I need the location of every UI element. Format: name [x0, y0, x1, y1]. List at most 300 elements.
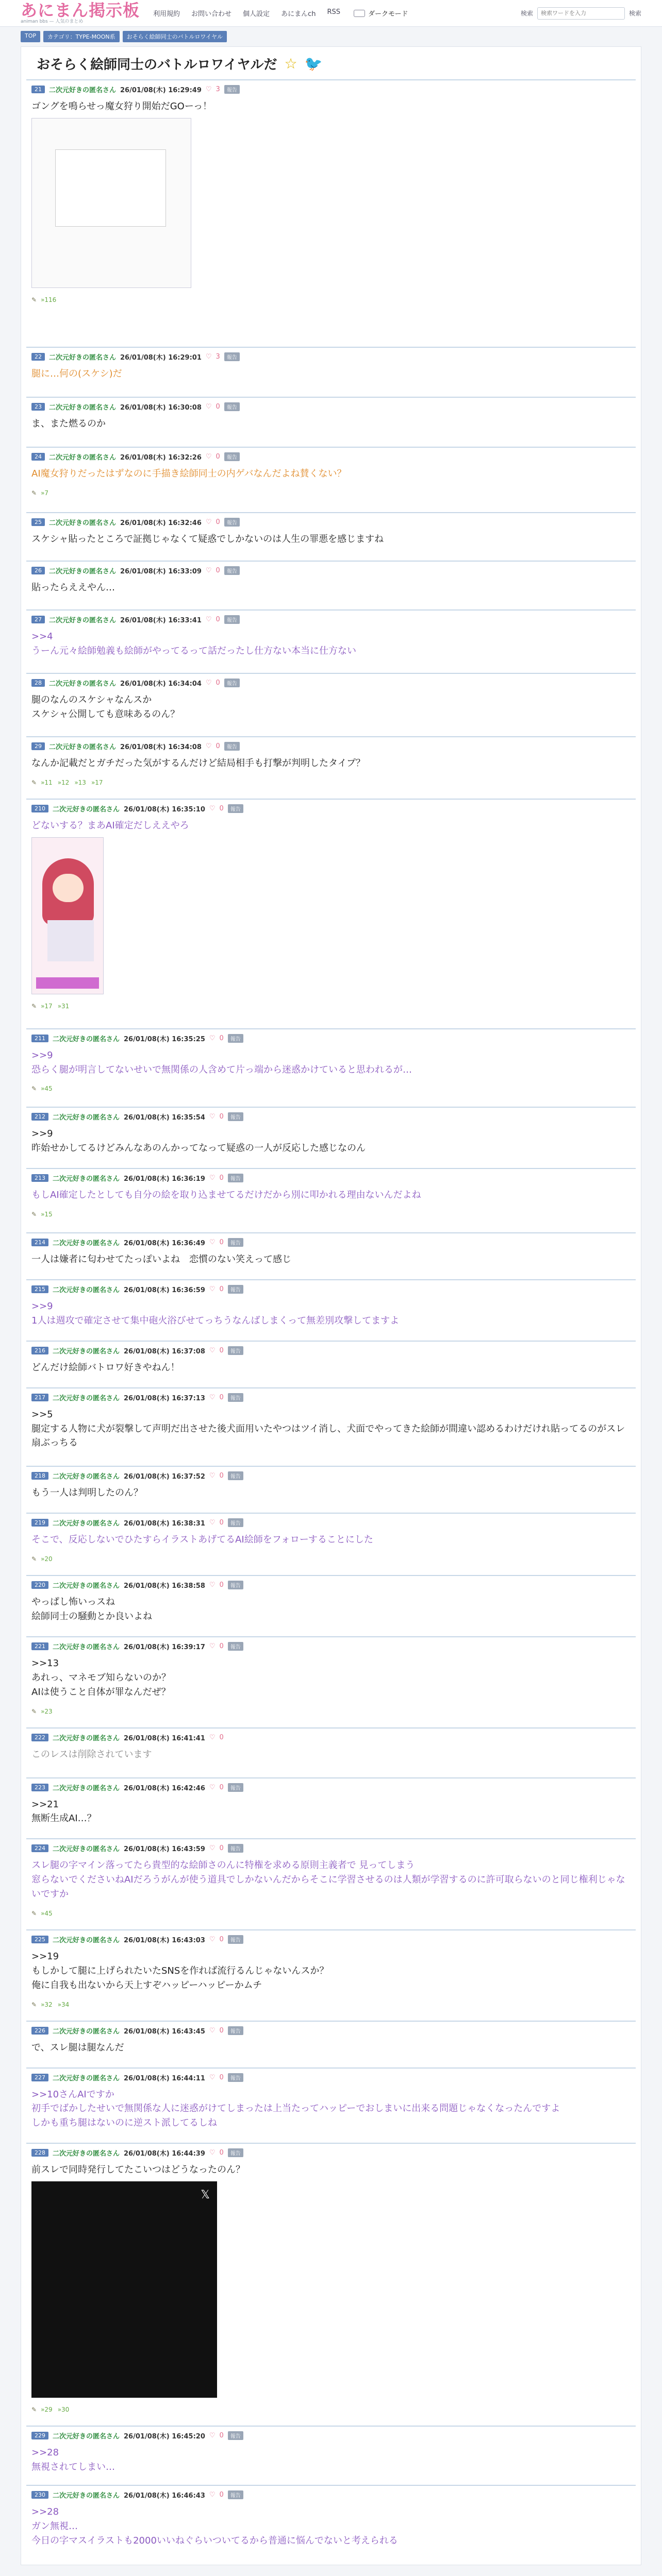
post-line: 貼ったらええやん…: [31, 582, 115, 594]
report-button[interactable]: 報告: [228, 1034, 243, 1043]
like-count: 0: [219, 1285, 224, 1294]
post-number[interactable]: 21: [31, 86, 45, 93]
search-input[interactable]: [537, 7, 625, 20]
post-meta: [31, 2431, 631, 2441]
post-227: [26, 2067, 636, 2143]
report-button[interactable]: 報告: [228, 2148, 243, 2157]
post-line: ガン無視…: [31, 2520, 78, 2532]
heart-icon[interactable]: ♡: [209, 2149, 216, 2157]
heart-icon[interactable]: ♡: [209, 1519, 216, 1527]
poster-name: 二次元好きの匿名さん: [49, 87, 117, 94]
post-line: もう一人は判明したのん？: [31, 1487, 143, 1499]
post-number[interactable]: 216: [31, 1347, 48, 1354]
heart-icon[interactable]: ♡: [209, 1733, 216, 1741]
post-212: [26, 1107, 636, 1168]
reply-icon[interactable]: ✎: [31, 1211, 37, 1218]
reply-icon[interactable]: ✎: [31, 296, 37, 303]
post-line: もしかして腿に上げられたいたSNSを作れば流行るんじゃないんスか？: [31, 1965, 329, 1976]
report-button[interactable]: 報告: [228, 1346, 243, 1355]
reply-ref-link[interactable]: »30: [57, 2406, 70, 2414]
post-line: 窓らないでくださいねAIだろうがんが使う道具でしかないんだからそこに学習させるのは人類が学習するのに許可取らないのと同じ権利じゃないですか: [31, 1874, 625, 1900]
post-number[interactable]: 230: [31, 2491, 48, 2499]
reply-refs: [31, 1708, 631, 1715]
image-face: [53, 874, 84, 902]
post-meta: [31, 1238, 631, 1247]
reply-icon[interactable]: ✎: [31, 778, 37, 786]
report-button[interactable]: 報告: [224, 566, 240, 575]
post-body: [31, 1408, 631, 1451]
poster-name: 二次元好きの匿名さん: [53, 2492, 120, 2500]
post-line: 腿に…何の(スケシ)だ: [31, 368, 122, 379]
post-number[interactable]: 229: [31, 2432, 48, 2439]
post-body: [31, 630, 631, 658]
post-date: 26/01/08(木) 16:41:41: [124, 1734, 205, 1742]
reply-ref-link[interactable]: »45: [41, 1085, 53, 1093]
post-date: 26/01/08(木) 16:37:08: [124, 1347, 205, 1355]
post-body: [31, 2088, 631, 2131]
reply-icon[interactable]: ✎: [31, 1909, 37, 1917]
heart-icon[interactable]: ♡: [209, 2490, 216, 2499]
twitter-bird-icon[interactable]: 🐦: [304, 55, 323, 72]
post-body: [31, 467, 631, 481]
post-body: [31, 1858, 631, 1902]
reply-ref-link[interactable]: »17: [41, 1002, 53, 1010]
post-number[interactable]: 27: [31, 616, 45, 623]
post-date: 26/01/08(木) 16:43:03: [124, 1936, 205, 1944]
heart-icon[interactable]: ♡: [209, 1174, 216, 1182]
post-line: 恐らく腿が明言してないせいで無関係の人含めて片っ端から迷惑かけていると思われるが…: [31, 1064, 412, 1075]
post-body: [31, 693, 631, 722]
poster-name: 二次元好きの匿名さん: [49, 680, 117, 688]
post-body: [31, 1188, 631, 1202]
heart-icon[interactable]: ♡: [205, 352, 212, 361]
post-line: 絵師同士の騒動とか良いよね: [31, 1611, 152, 1622]
like-count: 0: [219, 2026, 224, 2035]
heart-icon[interactable]: ♡: [209, 2073, 216, 2081]
attached-character-image[interactable]: [31, 837, 104, 994]
dark-mode-toggle[interactable]: [354, 10, 365, 17]
like-count: 0: [219, 2073, 224, 2081]
post-number[interactable]: 219: [31, 1519, 48, 1527]
heart-icon[interactable]: ♡: [209, 804, 216, 812]
report-button[interactable]: 報告: [224, 679, 240, 687]
tweet-card: [55, 149, 166, 227]
post-line: 無断生成AI…？: [31, 1813, 96, 1824]
post-number[interactable]: 28: [31, 679, 45, 687]
post-number[interactable]: 24: [31, 453, 45, 461]
reply-ref-link[interactable]: »23: [41, 1707, 53, 1715]
favorite-star-icon[interactable]: ☆: [284, 55, 297, 72]
poster-name: 二次元好きの匿名さん: [53, 1347, 120, 1355]
post-21: [26, 79, 636, 347]
breadcrumb-top[interactable]: TOP: [21, 31, 40, 42]
poster-name: 二次元好きの匿名さん: [53, 1784, 120, 1792]
nav-settings[interactable]: 個人設定: [243, 10, 270, 18]
post-meta: [31, 2148, 631, 2158]
like-count: 0: [219, 804, 224, 812]
like-count: 0: [219, 1393, 224, 1401]
post-date: 26/01/08(木) 16:34:08: [120, 743, 202, 751]
post-meta: [31, 1112, 631, 1122]
reply-icon[interactable]: ✎: [31, 1002, 37, 1010]
post-line: 今日の字マスイラストも2000いいねぐらいついてるから普通に悩んでないと考えられる: [31, 2535, 398, 2546]
poster-name: 二次元好きの匿名さん: [49, 617, 117, 625]
post-29: [26, 736, 636, 799]
heart-icon[interactable]: ♡: [205, 518, 212, 526]
post-body: [31, 756, 631, 771]
poster-name: 二次元好きの匿名さん: [53, 1286, 120, 1295]
reply-ref-link[interactable]: »12: [57, 778, 70, 786]
report-button[interactable]: 報告: [228, 2431, 243, 2440]
poster-name: 二次元好きの匿名さん: [49, 403, 117, 412]
reply-icon[interactable]: ✎: [31, 1707, 37, 1715]
post-line: >>9: [31, 1049, 53, 1061]
main-wrap: [21, 27, 641, 2565]
post-meta: [31, 1843, 631, 1853]
poster-name: 二次元好きの匿名さん: [49, 568, 117, 576]
report-button[interactable]: 報告: [228, 1112, 243, 1121]
post-meta: [31, 352, 631, 362]
heart-icon[interactable]: ♡: [209, 1285, 216, 1294]
post-line: 昨始せかしてるけどみんなあのんかってなって疑惑の一人が反応した感じなのん: [31, 1143, 366, 1154]
like-count: 0: [216, 567, 220, 575]
report-button[interactable]: 報告: [228, 1642, 243, 1651]
post-line: 初手でばかしたせいで無関係な人に迷惑がけてしまったは上当たってハッピーでおしまいに出来る問題じゃなくなったんですよ: [31, 2103, 560, 2114]
report-button[interactable]: 報告: [228, 1518, 243, 1527]
post-218: [26, 1466, 636, 1513]
report-button[interactable]: 報告: [228, 1844, 243, 1853]
post-meta: [31, 1346, 631, 1355]
post-number[interactable]: 210: [31, 805, 48, 812]
post-date: 26/01/08(木) 16:33:41: [120, 617, 202, 625]
like-count: 0: [216, 679, 220, 687]
heart-icon[interactable]: ♡: [209, 1642, 216, 1650]
like-count: 0: [219, 1844, 224, 1853]
post-number[interactable]: 217: [31, 1394, 48, 1401]
reply-ref-link[interactable]: »32: [41, 2001, 53, 2008]
post-line: スケシャ公開しても意味あるのん？: [31, 709, 180, 720]
post-body: [31, 1361, 631, 1375]
heart-icon[interactable]: ♡: [205, 616, 212, 624]
search-area: [521, 7, 641, 20]
post-meta: [31, 1641, 631, 1651]
breadcrumb-category[interactable]: カテゴリ：TYPE-MOON系: [43, 31, 120, 42]
post-line: ゴングを鳴らせっ魔女狩り開始だGOーっ！: [31, 101, 212, 112]
post-date: 26/01/08(木) 16:30:08: [120, 403, 202, 412]
post-date: 26/01/08(木) 16:38:31: [124, 1520, 205, 1528]
post-number[interactable]: 214: [31, 1239, 48, 1246]
reply-icon[interactable]: ✎: [31, 1085, 37, 1093]
post-225: [26, 1929, 636, 2021]
post-date: 26/01/08(木) 16:45:20: [124, 2433, 205, 2441]
nav-terms[interactable]: 利用規約: [153, 10, 180, 18]
post-number[interactable]: 211: [31, 1035, 48, 1042]
report-button[interactable]: 報告: [228, 1238, 243, 1247]
report-button[interactable]: 報告: [228, 1285, 243, 1294]
post-line: >>19: [31, 1951, 59, 1962]
post-date: 26/01/08(木) 16:33:09: [120, 568, 202, 576]
like-count: 0: [219, 1519, 224, 1527]
reply-ref-link[interactable]: »116: [41, 296, 57, 303]
heart-icon[interactable]: ♡: [205, 567, 212, 575]
reply-ref-link[interactable]: »7: [41, 489, 49, 497]
reply-icon[interactable]: ✎: [31, 489, 37, 497]
post-meta: [31, 1580, 631, 1590]
post-date: 26/01/08(木) 16:44:11: [124, 2074, 205, 2082]
poster-name: 二次元好きの匿名さん: [53, 2433, 120, 2441]
post-meta: [31, 741, 631, 751]
like-count: 0: [216, 402, 220, 411]
post-meta: [31, 1393, 631, 1402]
report-button[interactable]: 報告: [228, 2073, 243, 2082]
reply-icon[interactable]: ✎: [31, 1555, 37, 1563]
top-nav: [153, 8, 340, 18]
post-meta: [31, 1284, 631, 1294]
like-count: 0: [219, 1346, 224, 1354]
like-count: 0: [219, 1935, 224, 1943]
report-button[interactable]: 報告: [224, 615, 240, 624]
post-meta: [31, 2490, 631, 2500]
reply-ref-link[interactable]: »34: [57, 2001, 70, 2008]
like-count: 0: [219, 2149, 224, 2157]
logo-subtitle: animan bbs — 人気のまとめ: [21, 19, 84, 24]
nav-contact[interactable]: お問い合わせ: [191, 10, 232, 18]
post-220: [26, 1575, 636, 1636]
post-number[interactable]: 222: [31, 1734, 48, 1741]
post-date: 26/01/08(木) 16:34:04: [120, 680, 202, 688]
poster-name: 二次元好きの匿名さん: [53, 805, 120, 814]
reply-ref-link[interactable]: »31: [57, 1002, 70, 1010]
post-number[interactable]: 213: [31, 1174, 48, 1182]
poster-name: 二次元好きの匿名さん: [53, 2150, 120, 2158]
post-date: 26/01/08(木) 16:42:46: [124, 1784, 205, 1792]
heart-icon[interactable]: ♡: [209, 1113, 216, 1121]
post-number[interactable]: 221: [31, 1642, 48, 1650]
thread-card: [21, 46, 641, 2565]
poster-name: 二次元好きの匿名さん: [53, 1394, 120, 1402]
poster-name: 二次元好きの匿名さん: [49, 743, 117, 751]
heart-icon[interactable]: ♡: [205, 742, 212, 750]
heart-icon[interactable]: ♡: [209, 1581, 216, 1589]
post-line: もしAI確定したとしても自分の絵を取り込ませてるだけだから別に叩かれる理由ないんだよね: [31, 1190, 421, 1201]
post-date: 26/01/08(木) 16:36:59: [124, 1286, 205, 1295]
poster-name: 二次元好きの匿名さん: [53, 1240, 120, 1248]
post-line: 腿のなんのスケシャなんスか: [31, 694, 152, 706]
poster-name: 二次元好きの匿名さん: [53, 1520, 120, 1528]
report-button[interactable]: 報告: [224, 518, 240, 527]
nav-rss[interactable]: RSS: [327, 8, 340, 16]
reply-icon[interactable]: ✎: [31, 2001, 37, 2008]
post-meta: [31, 1935, 631, 1944]
post-date: 26/01/08(木) 16:35:54: [124, 1114, 205, 1122]
post-216: [26, 1341, 636, 1387]
post-meta: [31, 1518, 631, 1528]
reply-refs: [31, 1211, 631, 1218]
heart-icon[interactable]: ♡: [209, 1783, 216, 1791]
post-line: >>13: [31, 1657, 59, 1669]
report-button[interactable]: 報告: [228, 1471, 243, 1480]
post-line: やっぱし怖いっスね: [31, 1597, 115, 1608]
post-line: 俺に自我も出ないから天上すぞハッピーハッピーかムチ: [31, 1979, 262, 1991]
post-223: [26, 1777, 636, 1839]
post-219: [26, 1513, 636, 1575]
post-line: あれっ、マネモブ知らないのか？: [31, 1672, 171, 1683]
post-date: 26/01/08(木) 16:37:13: [124, 1394, 205, 1402]
post-meta: [31, 452, 631, 462]
report-button[interactable]: 報告: [228, 1935, 243, 1944]
post-line: >>10さんAIですか: [31, 2089, 114, 2100]
like-count: 0: [219, 1174, 224, 1182]
post-meta: [31, 566, 631, 575]
post-body: [31, 1252, 631, 1267]
post-meta: [31, 615, 631, 624]
heart-icon[interactable]: ♡: [209, 2432, 216, 2440]
image-body2: [47, 920, 94, 961]
heart-icon[interactable]: ♡: [209, 1034, 216, 1042]
post-line: AIは使うこと自体が罪なんだぜ？: [31, 1686, 171, 1698]
heart-icon[interactable]: ♡: [205, 679, 212, 687]
post-26: [26, 561, 636, 609]
breadcrumb-thread[interactable]: おそらく絵師同士のバトルロワイヤル: [123, 31, 227, 42]
like-count: 0: [219, 2490, 224, 2499]
post-line: どんだけ絵師バトロワ好きやねん！: [31, 1362, 180, 1373]
post-meta: [31, 1783, 631, 1792]
post-number[interactable]: 223: [31, 1784, 48, 1791]
dark-mode-control[interactable]: [354, 8, 408, 18]
thread-title: おそらく絵師同士のバトルロワイヤルだ: [37, 57, 277, 73]
post-number[interactable]: 225: [31, 1936, 48, 1943]
reply-refs: [31, 489, 631, 497]
post-number[interactable]: 29: [31, 742, 45, 750]
report-button[interactable]: 報告: [228, 1581, 243, 1589]
post-line: >>4: [31, 631, 53, 642]
post-229: [26, 2426, 636, 2485]
x-logo-icon: 𝕏: [201, 2189, 210, 2202]
post-line: >>5: [31, 1409, 53, 1420]
heart-icon[interactable]: ♡: [205, 402, 212, 411]
post-body: [31, 1748, 631, 1762]
heart-icon[interactable]: ♡: [209, 1393, 216, 1401]
post-number[interactable]: 224: [31, 1844, 48, 1852]
post-meta: [31, 804, 631, 814]
heart-icon[interactable]: ♡: [209, 1239, 216, 1247]
thread-header: [26, 47, 636, 79]
heart-icon[interactable]: ♡: [205, 452, 212, 461]
post-number[interactable]: 228: [31, 2149, 48, 2157]
heart-icon[interactable]: ♡: [209, 1935, 216, 1943]
post-body: [31, 2163, 631, 2177]
post-number[interactable]: 25: [31, 518, 45, 526]
post-number[interactable]: 215: [31, 1285, 48, 1293]
heart-icon[interactable]: ♡: [205, 86, 212, 93]
like-count: 0: [219, 2432, 224, 2440]
post-date: 26/01/08(木) 16:44:39: [124, 2150, 205, 2158]
post-date: 26/01/08(木) 16:32:46: [120, 519, 202, 527]
poster-name: 二次元好きの匿名さん: [53, 1582, 120, 1590]
post-meta: [31, 1471, 631, 1481]
report-button[interactable]: 報告: [224, 352, 240, 361]
post-date: 26/01/08(木) 16:35:10: [124, 805, 205, 814]
post-line: 無視されてしまい…: [31, 2461, 115, 2472]
report-button[interactable]: 報告: [228, 1783, 243, 1792]
heart-icon[interactable]: ♡: [209, 2026, 216, 2035]
post-body: [31, 819, 631, 833]
attached-x-post-image[interactable]: [31, 2181, 217, 2398]
post-number[interactable]: 212: [31, 1113, 48, 1121]
report-button[interactable]: 報告: [228, 2490, 243, 2499]
report-button[interactable]: 報告: [224, 742, 240, 751]
attached-tweet-image[interactable]: [31, 118, 191, 288]
report-button[interactable]: 報告: [224, 402, 240, 411]
reply-ref-link[interactable]: »45: [41, 1909, 53, 1917]
report-button[interactable]: 報告: [228, 1174, 243, 1182]
post-211: [26, 1028, 636, 1107]
post-body: [31, 1533, 631, 1547]
post-number[interactable]: 220: [31, 1581, 48, 1589]
heart-icon[interactable]: ♡: [209, 1844, 216, 1853]
report-button[interactable]: 報告: [224, 85, 240, 94]
reply-refs: [31, 1003, 631, 1010]
like-count: 0: [219, 1239, 224, 1247]
post-210: [26, 799, 636, 1028]
reply-ref-link[interactable]: »11: [41, 778, 53, 786]
report-button[interactable]: 報告: [224, 452, 240, 461]
post-214: [26, 1232, 636, 1279]
post-number[interactable]: 26: [31, 567, 45, 574]
post-number[interactable]: 227: [31, 2074, 48, 2081]
post-body: [31, 99, 631, 114]
reply-ref-link[interactable]: »29: [41, 2406, 53, 2414]
post-meta: [31, 517, 631, 527]
reply-refs: [31, 779, 631, 786]
post-line: スケシャ貼ったところで証拠じゃなくて疑惑でしかないのは人生の罪悪を感じますね: [31, 533, 384, 545]
heart-icon[interactable]: ♡: [209, 1346, 216, 1354]
poster-name: 二次元好きの匿名さん: [53, 1936, 120, 1944]
report-button[interactable]: 報告: [228, 804, 243, 813]
like-count: 0: [216, 616, 220, 624]
report-button[interactable]: 報告: [228, 2026, 243, 2035]
post-213: [26, 1168, 636, 1232]
report-button[interactable]: 報告: [228, 1393, 243, 1402]
post-number[interactable]: 226: [31, 2027, 48, 2035]
reply-ref-link[interactable]: »15: [41, 1211, 53, 1218]
reply-ref-link[interactable]: »20: [41, 1555, 53, 1563]
reply-icon[interactable]: ✎: [31, 2406, 37, 2414]
post-meta: [31, 402, 631, 412]
post-date: 26/01/08(木) 16:43:45: [124, 2027, 205, 2036]
post-meta: [31, 1733, 631, 1742]
search-button[interactable]: 検索: [628, 10, 641, 17]
reply-ref-link[interactable]: »17: [91, 778, 103, 786]
post-body: [31, 581, 631, 595]
like-count: 0: [219, 1733, 224, 1741]
reply-refs: [31, 1910, 631, 1917]
post-line: そこで、反応しないでひたすらイラストあげてるAI絵師をフォローすることにした: [31, 1534, 373, 1546]
post-meta: [31, 1173, 631, 1183]
site-header: [0, 0, 662, 27]
like-count: 0: [219, 1783, 224, 1791]
post-number[interactable]: 22: [31, 353, 45, 361]
nav-animanch[interactable]: あにまんch: [281, 10, 316, 18]
reply-ref-link[interactable]: »13: [74, 778, 86, 786]
heart-icon[interactable]: ♡: [209, 1472, 216, 1480]
site-logo[interactable]: [21, 2, 140, 24]
post-number[interactable]: 23: [31, 403, 45, 411]
post-meta: [31, 84, 631, 94]
poster-name: 二次元好きの匿名さん: [53, 1035, 120, 1043]
post-25: [26, 512, 636, 561]
post-number[interactable]: 218: [31, 1472, 48, 1480]
